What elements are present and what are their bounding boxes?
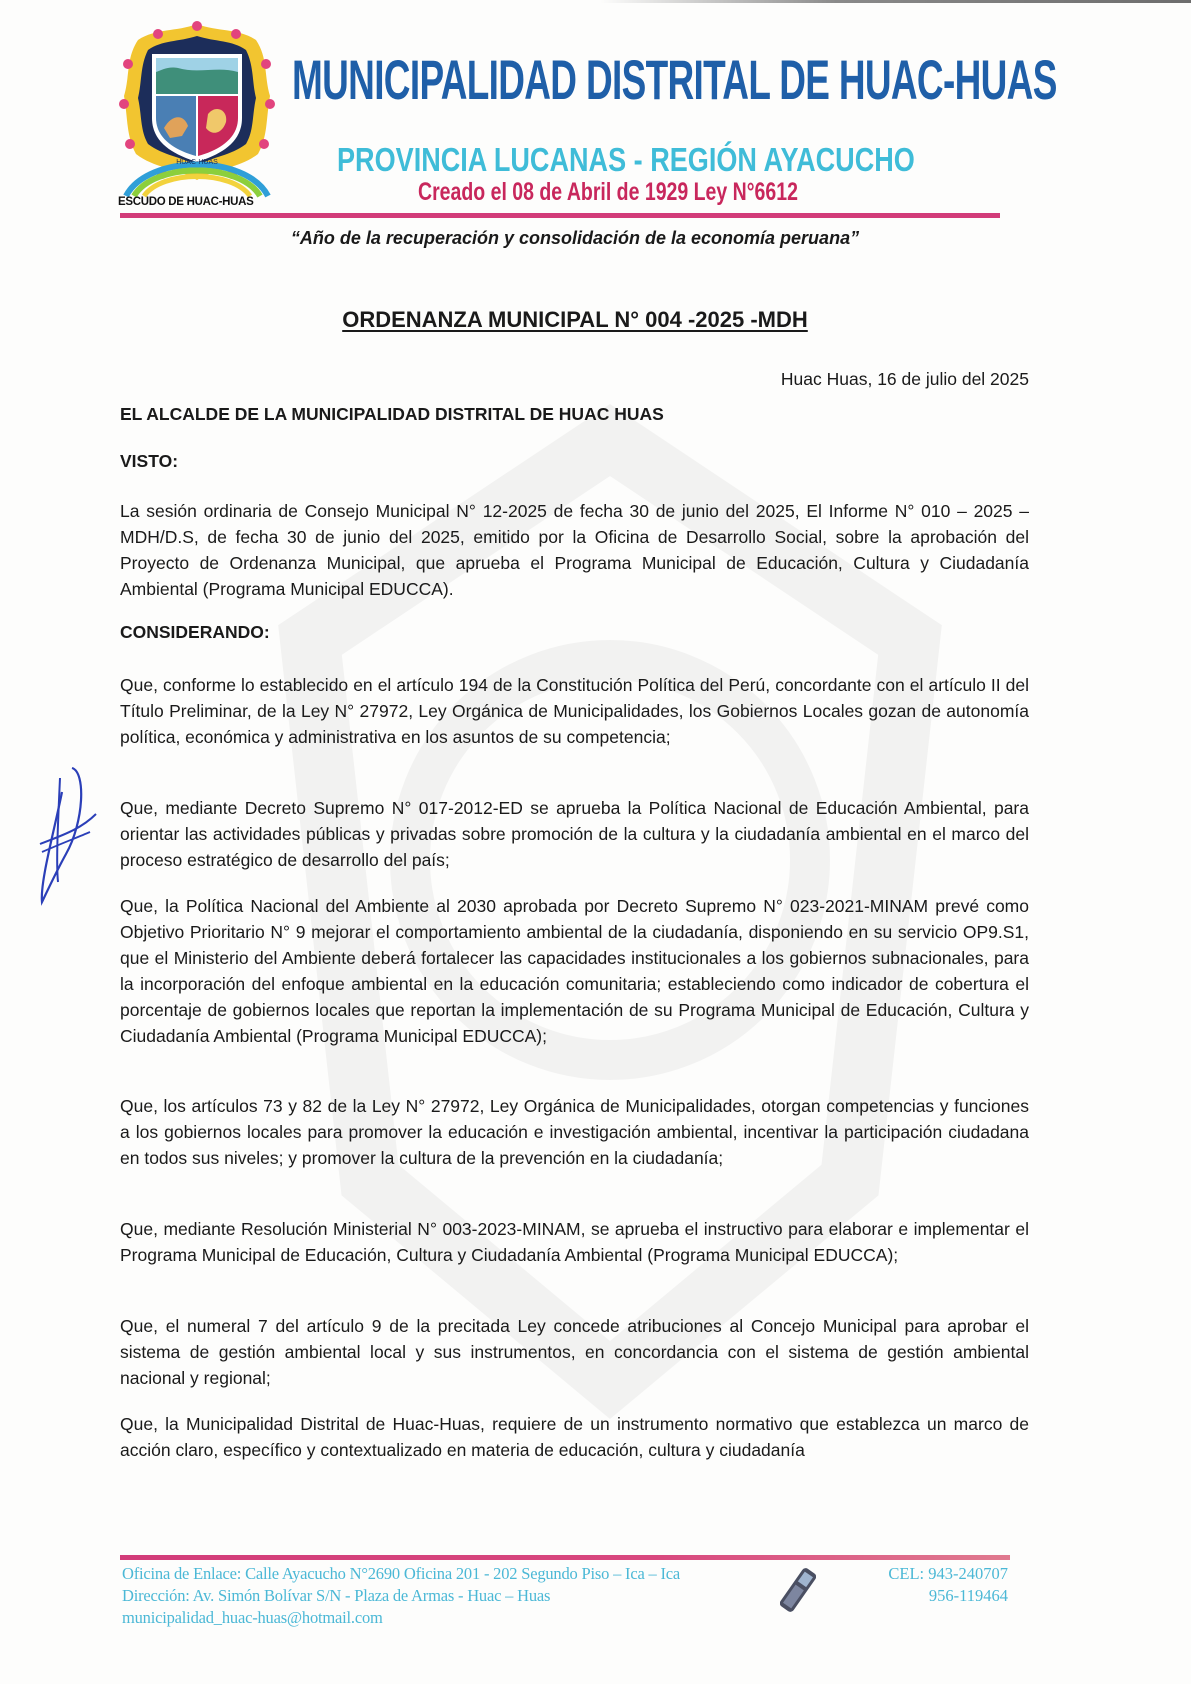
visto-heading: VISTO: bbox=[120, 451, 179, 471]
header-divider bbox=[120, 213, 1000, 218]
creation-law: Creado el 08 de Abril de 1929 Ley N°6612 bbox=[418, 178, 798, 206]
considerando-paragraph: Que, el numeral 7 del artículo 9 de la precitada Ley concede atribuciones al Concejo Municipal para aprobar el sistema de gestión ambiental local y sus instrumentos, en concordancia con el sistema de gestión ambiental nacional y regional; bbox=[120, 1316, 1029, 1388]
considerando-paragraph: Que, mediante Resolución Ministerial N° 003-2023-MINAM, se aprueba el instructivo para elaborar e implementar el Programa Municipal de Educación, Cultura y Ciudadanía Ambiental (Programa Municipal EDUCCA); bbox=[120, 1219, 1029, 1265]
considerando-paragraph: Que, la Política Nacional del Ambiente al 2030 aprobada por Decreto Supremo N° 023-2021-MINAM prevé como Objetivo Prioritario N° 9 mejorar el comportamiento ambiental de la ciudadanía, disponiendo en su servicio OP9.S1, que el Ministerio del Ambiente deberá fortalecer las capacidades institucionales a los gobiernos subnacionales, para la incorporación del enfoque ambiental en la educación comunitaria; estableciendo como indicador de cobertura el porcentaje de gobiernos locales que reportan la implementación de su Programa Municipal de Educación, Cultura y Ciudadanía Ambiental (Programa Municipal EDUCCA); bbox=[120, 896, 1029, 1046]
footer-divider bbox=[120, 1555, 1010, 1560]
considerando-paragraph: Que, la Municipalidad Distrital de Huac-Huas, requiere de un instrumento normativo que establezca un marco de acción claro, específico y contextualizado en materia de educación, cultura y ciudadanía bbox=[120, 1414, 1029, 1460]
place-date: Huac Huas, 16 de julio del 2025 bbox=[780, 369, 1029, 389]
considerando-paragraph: Que, mediante Decreto Supremo N° 017-2012-ED se aprueba la Política Nacional de Educación Ambiental, para orientar las actividades públicas y privadas sobre promoción de la cultura y la ciudadanía ambiental en el marco del proceso estratégico de desarrollo del país; bbox=[120, 798, 1029, 870]
footer-phone-2: 956-119464 bbox=[928, 1586, 1008, 1605]
crest-caption: ESCUDO DE HUAC-HUAS bbox=[118, 196, 254, 208]
footer-phone-1: CEL: 943-240707 bbox=[888, 1564, 1008, 1583]
document-title-text: ORDENANZA MUNICIPAL N° 004 -2025 -MDH bbox=[342, 307, 808, 332]
considerando-paragraph: Que, conforme lo establecido en el artículo 194 de la Constitución Política del Perú, concordante con el artículo II del Título Preliminar, de la Ley N° 27972, Ley Orgánica de Municipalidades, los Gobiernos Locales gozan de autonomía política, económica y administrativa en los asuntos de su competencia; bbox=[120, 675, 1029, 747]
year-motto: “Año de la recuperación y consolidación de la economía peruana” bbox=[290, 228, 860, 248]
footer-email: municipalidad_huac-huas@hotmail.com bbox=[122, 1608, 383, 1627]
authority-heading: EL ALCALDE DE LA MUNICIPALIDAD DISTRITAL DE HUAC HUAS bbox=[120, 404, 664, 424]
scan-edge bbox=[600, 0, 1191, 3]
organization-name: MUNICIPALIDAD DISTRITAL DE HUAC-HUAS bbox=[292, 48, 1057, 111]
municipal-crest-logo bbox=[118, 18, 276, 198]
footer-main-address: Dirección: Av. Simón Bolívar S/N - Plaza de Armas - Huac – Huas bbox=[122, 1586, 551, 1605]
footer-office-address: Oficina de Enlace: Calle Ayacucho N°2690 Oficina 201 - 202 Segundo Piso – Ica – Ica bbox=[122, 1564, 681, 1583]
mobile-phone-icon bbox=[780, 1565, 816, 1615]
visto-paragraph: La sesión ordinaria de Consejo Municipal N° 12-2025 de fecha 30 de junio del 2025, El Informe N° 010 – 2025 – MDH/D.S, de fecha 30 de junio del 2025, emitido por la Oficina de Desarrollo Social, sobre la aprobación del Proyecto de Ordenanza Municipal, que aprueba el Programa Municipal de Educación, Cultura y Ciudadanía Ambiental (Programa Municipal EDUCCA). bbox=[120, 501, 1029, 599]
province-region: PROVINCIA LUCANAS - REGIÓN AYACUCHO bbox=[337, 141, 915, 178]
svg-text:HUAC-HUAS: HUAC-HUAS bbox=[176, 159, 218, 166]
considerando-paragraph: Que, los artículos 73 y 82 de la Ley N° 27972, Ley Orgánica de Municipalidades, otorgan competencias y funciones a los gobiernos locales para promover la educación e investigación ambiental, incentivar la participación ciudadana en todos sus niveles; y promover la cultura de la prevención en la ciudadanía; bbox=[120, 1096, 1029, 1168]
considerando-heading: CONSIDERANDO: bbox=[120, 622, 270, 642]
document-title bbox=[0, 307, 1150, 333]
handwritten-initials bbox=[26, 762, 116, 907]
